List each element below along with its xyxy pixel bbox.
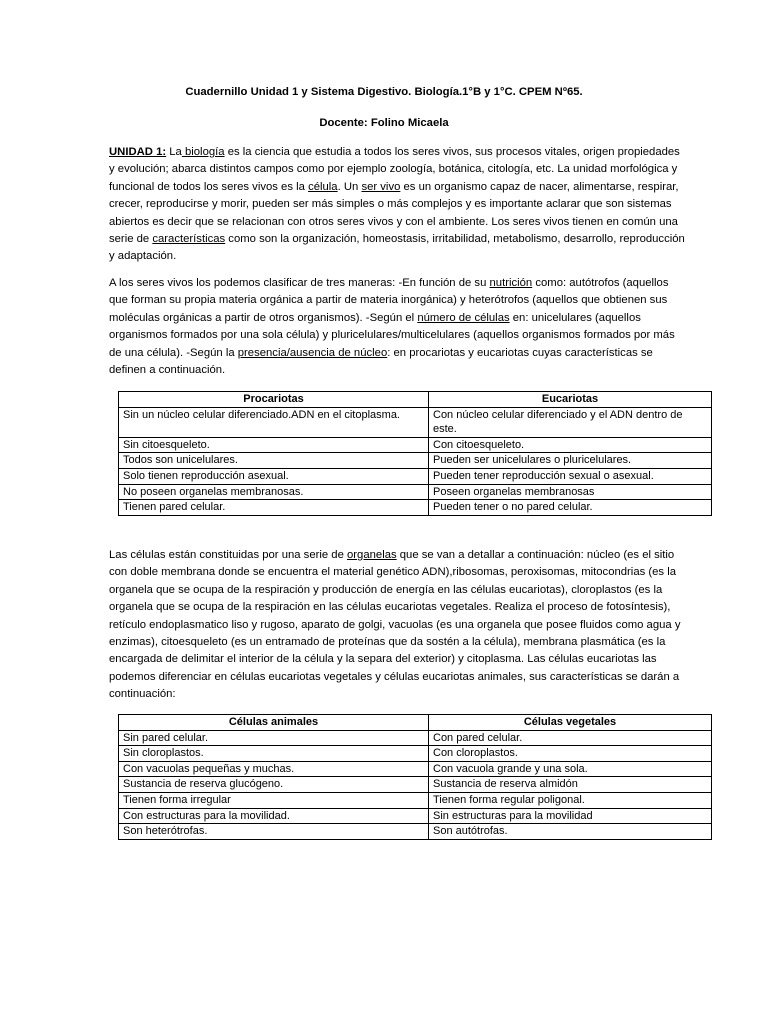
table-row — [119, 437, 712, 453]
table-cell: Sin un núcleo celular diferenciado.ADN en el citoplasma. — [119, 407, 429, 437]
table-cell: Con estructuras para la movilidad. — [119, 808, 429, 824]
table-row — [119, 824, 712, 840]
table-cell: Pueden tener reproducción sexual o asexual. — [429, 468, 712, 484]
text-span: . Un — [337, 180, 362, 193]
table-cell: Tienen forma regular poligonal. — [429, 792, 712, 808]
table-row — [119, 746, 712, 762]
unit-label: UNIDAD 1: — [109, 146, 167, 158]
text-span: es la ciencia que estudia a todos los seres vivos, sus procesos vitales, origen propiedades y evolución; abarca distintos campos como por ejemplo zoología, botánica, citología, etc. La unidad morfológica y funcional de todos los seres vivos es la — [109, 146, 680, 193]
table-row — [119, 500, 712, 516]
text-span: es un organismo capaz de nacer, alimentarse, respirar, crecer, reproducirse y morir, pueden ser más simples o más complejos y es importante aclarar que son sistemas abiertos es decir que se relacionan con otros seres vivos y con el ambiente. Los seres vivos tienen en común una serie de — [109, 180, 679, 246]
table-cell: Son heterótrofas. — [119, 824, 429, 840]
table-animales-vegetales — [118, 714, 712, 840]
table-cell: Tienen forma irregular — [119, 792, 429, 808]
teacher-name: Docente: Folino Micaela — [319, 117, 449, 129]
text-span: en: unicelulares (aquellos organismos formados por una sola célula) y pluricelulares/multicelulares (aquellos organismos formados por más de una célula). -Según la — [109, 311, 675, 359]
text-span: Las células están constituidas por una serie de — [109, 549, 348, 561]
table-cell: Sin estructuras para la movilidad — [429, 808, 712, 824]
table-procariotas-eucariotas — [118, 391, 712, 516]
table-cell: Son autótrofas. — [429, 824, 712, 840]
keyword-presencia-nucleo: presencia/ausencia de núcleo — [237, 346, 388, 359]
table-cell: Con cloroplastos. — [429, 746, 712, 762]
table-cell: Poseen organelas membranosas — [429, 484, 712, 500]
table-cell: Sin citoesqueleto. — [119, 437, 429, 453]
table-cell: Pueden ser unicelulares o pluricelulares. — [429, 453, 712, 469]
keyword-nutricion: nutrición — [489, 277, 533, 289]
table-cell: Sin cloroplastos. — [119, 746, 429, 762]
keyword-organelas: organelas — [347, 549, 397, 561]
table-row — [119, 777, 712, 793]
table-cell: Sin pared celular. — [119, 730, 429, 746]
table-header-row — [119, 715, 712, 731]
table-row — [119, 792, 712, 808]
keyword-biologia: biología — [181, 146, 225, 158]
keyword-celula: célula — [308, 180, 338, 193]
table-cell: Con pared celular. — [429, 730, 712, 746]
text-span: como son la organización, homeostasis, irritabilidad, metabolismo, desarrollo, reproducción y adaptación. — [109, 233, 685, 263]
table-cell: Con vacuola grande y una sola. — [429, 761, 712, 777]
table-row — [119, 730, 712, 746]
paragraph-classification — [109, 275, 687, 379]
text-span: La — [166, 146, 182, 158]
table-row — [119, 407, 712, 437]
table-cell: Con núcleo celular diferenciado y el ADN dentro de este. — [429, 407, 712, 437]
text-span: A los seres vivos los podemos clasificar de tres maneras: -En función de su — [109, 277, 490, 289]
table-cell: Sustancia de reserva glucógeno. — [119, 777, 429, 793]
table-row — [119, 761, 712, 777]
table-row — [119, 468, 712, 484]
table-row — [119, 484, 712, 500]
table-cell: Todos son unicelulares. — [119, 453, 429, 469]
header-eucariotas: Eucariotas — [429, 392, 712, 408]
table-cell: Con citoesqueleto. — [429, 437, 712, 453]
document-title: Cuadernillo Unidad 1 y Sistema Digestivo. Biología.1°B y 1°C. CPEM Nº65. — [185, 86, 583, 98]
table-cell: No poseen organelas membranosas. — [119, 484, 429, 500]
table-cell: Pueden tener o no pared celular. — [429, 500, 712, 516]
text-span: como: autótrofos (aquellos que forman su propia materia orgánica a partir de materia inorgánica) y heterótrofos (aquellos que obtienen sus moléculas orgánicas a partir de otros organismos). -Según el — [109, 277, 669, 324]
table-cell: Sustancia de reserva almidón — [429, 777, 712, 793]
table-cell: Tienen pared celular. — [119, 500, 429, 516]
text-span: : en procariotas y eucariotas cuyas características se definen a continuación. — [109, 346, 653, 377]
table-cell: Con vacuolas pequeñas y muchas. — [119, 761, 429, 777]
keyword-ser-vivo: ser vivo — [361, 180, 401, 193]
keyword-numero-celulas: número de células — [417, 311, 510, 324]
header-celulas-animales: Células animales — [119, 715, 429, 731]
keyword-caracteristicas: características — [152, 233, 226, 246]
table-row — [119, 453, 712, 469]
table-cell: Solo tienen reproducción asexual. — [119, 468, 429, 484]
header-celulas-vegetales: Células vegetales — [429, 715, 712, 731]
table-header-row — [119, 392, 712, 408]
text-span: que se van a detallar a continuación: núcleo (es el sitio con doble membrana donde se encuentra el material genético ADN),ribosomas, peroxisomas, mitocondrias (es la organela que se ocupa de la respiración y producción de energía en las células eucariotas), cloroplastos (es la organela que se ocupa de la respiración en las células eucariotas vegetales. Realiza el proceso de fotosíntesis), retículo endoplasmatico liso y rugoso, aparato de golgi, vacuolas (es una organela que posee fluidos como agua y enzimas), citoesqueleto (es un entramado de proteínas que da sostén a la célula), membrana plasmática (es la encargada de delimitar el interior de la célula y la separa del exterior) y citoplasma. Las células eucariotas las podemos diferenciar en células eucariotas vegetales y células eucariotas animales, sus características se darán a continuación: — [109, 549, 681, 701]
paragraph-unit-1 — [109, 144, 687, 266]
paragraph-organelas — [109, 547, 687, 704]
header-procariotas: Procariotas — [119, 392, 429, 408]
table-row — [119, 808, 712, 824]
